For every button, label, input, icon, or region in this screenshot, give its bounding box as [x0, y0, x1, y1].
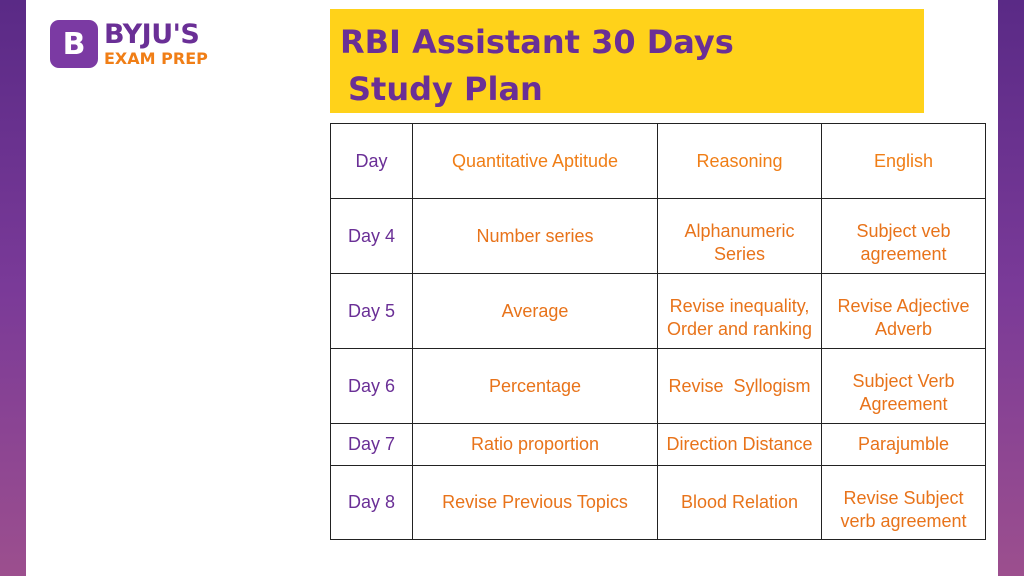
english-line: Revise Adjective: [837, 296, 970, 316]
reasoning-cell: [658, 199, 822, 274]
qa-cell: Revise Previous Topics: [413, 466, 658, 540]
table-row: [331, 424, 986, 466]
byjus-logo-mark-icon: B: [50, 20, 98, 68]
header-reasoning: Reasoning: [658, 124, 822, 199]
title-line2: Study Plan: [348, 70, 543, 108]
left-border-bar: [0, 0, 26, 576]
title-line1: RBI Assistant 30 Days: [340, 23, 734, 61]
logo-line1: BYJU'S: [104, 19, 200, 50]
logo-line2: EXAM PREP: [104, 49, 208, 68]
reasoning-cell: [658, 349, 822, 424]
english-cell: [822, 349, 986, 424]
reasoning-line: Direction Distance: [666, 434, 813, 454]
table-row: [331, 466, 986, 540]
table-row: [331, 199, 986, 274]
day-cell: Day 7: [331, 424, 413, 466]
day-cell: Day 8: [331, 466, 413, 540]
english-line: Revise Subject: [843, 487, 964, 508]
table-header-row: [331, 124, 986, 199]
table-row: [331, 349, 986, 424]
reasoning-line: Blood Relation: [680, 492, 799, 512]
header-day: Day: [331, 124, 413, 199]
english-line: verb agreement: [840, 510, 967, 531]
day-cell: Day 5: [331, 274, 413, 349]
qa-cell: Number series: [413, 199, 658, 274]
study-plan-table: [330, 123, 986, 540]
qa-cell: Ratio proportion: [413, 424, 658, 466]
reasoning-cell: [658, 466, 822, 540]
english-line: Subject veb: [856, 221, 951, 241]
right-border-bar: [998, 0, 1024, 576]
title-banner: [330, 9, 924, 113]
header-quantitative-aptitude: Quantitative Aptitude: [413, 124, 658, 199]
english-cell: [822, 199, 986, 274]
english-line: Adverb: [874, 319, 933, 339]
english-cell: [822, 274, 986, 349]
english-line: Parajumble: [857, 434, 950, 454]
reasoning-cell: [658, 424, 822, 466]
english-cell: [822, 466, 986, 540]
reasoning-cell: [658, 274, 822, 349]
day-cell: Day 4: [331, 199, 413, 274]
day-cell: Day 6: [331, 349, 413, 424]
reasoning-line: Revise Syllogism: [668, 375, 811, 396]
reasoning-line: Series: [713, 244, 766, 264]
english-line: Agreement: [859, 394, 948, 414]
logo-wordmark: [104, 21, 208, 67]
qa-cell: Average: [413, 274, 658, 349]
reasoning-line: Alphanumeric: [684, 221, 795, 241]
byjus-logo: [50, 18, 220, 70]
reasoning-line: Revise inequality,: [669, 296, 810, 316]
english-line: agreement: [860, 244, 947, 264]
header-english: English: [822, 124, 986, 199]
english-cell: [822, 424, 986, 466]
table-row: [331, 274, 986, 349]
english-line: Subject Verb: [852, 371, 955, 391]
qa-cell: Percentage: [413, 349, 658, 424]
reasoning-line: Order and ranking: [666, 319, 813, 339]
